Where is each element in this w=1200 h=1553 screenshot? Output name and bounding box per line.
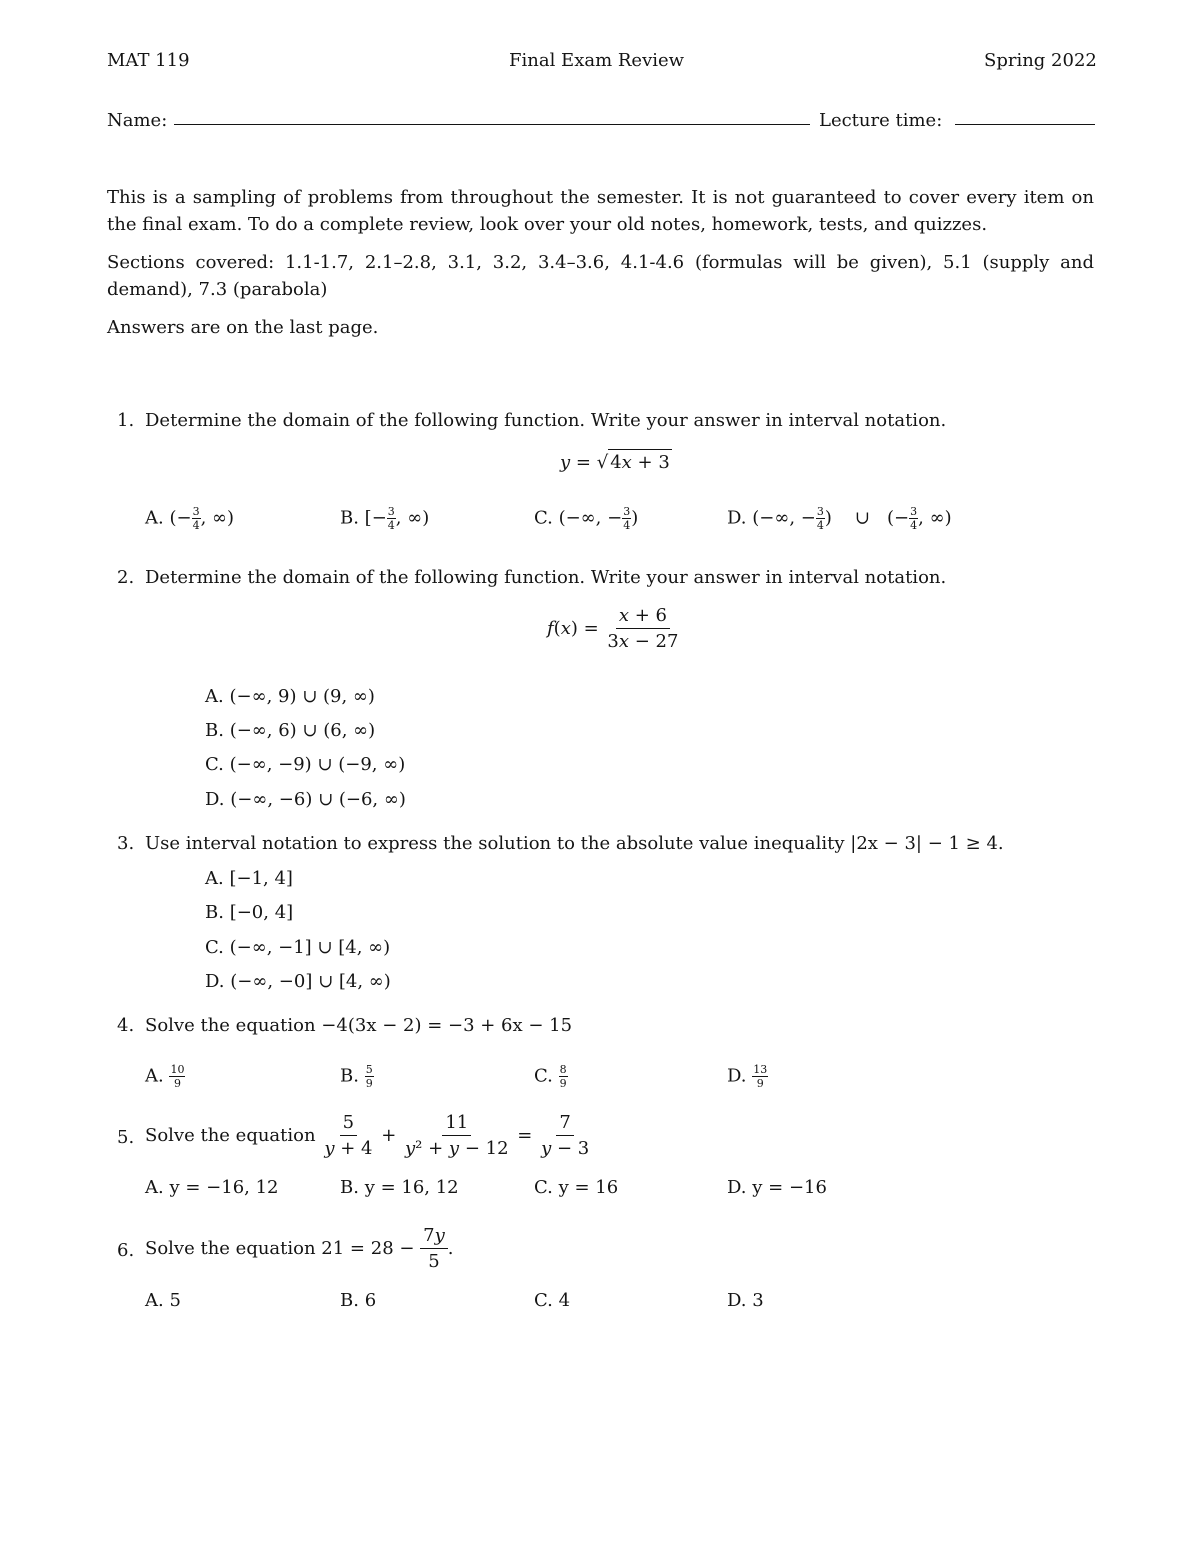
name-line — [174, 124, 810, 125]
question-number: 1. — [117, 410, 135, 431]
question-number: 2. — [117, 567, 135, 588]
intro-paragraph: This is a sampling of problems from throughout the semester. It is not guaranteed to cover every item on the final exam. To do a complete review, look over your old notes, homework, tests, and quizzes. — [107, 187, 1094, 235]
question-text: Solve the equation −4(3x − 2) = −3 + 6x − 15 — [145, 1015, 573, 1036]
question-text: Solve the equation $\frac{5}{y + 4}$ + $\frac{11}{\text{y² + y − 12}}$ = $\frac{7}{y - 3}$ — [145, 1112, 590, 1159]
option-b: B. $\frac{5}{9}$ — [340, 1063, 373, 1090]
sections-covered: Sections covered: 1.1-1.7, 2.1–2.8, 3.1, 3.2, 3.4–3.6, 4.1-4.6 (formulas will be given), 5.1 (supply and demand), 7.3 (parabola) — [107, 252, 1094, 300]
option-d: D. (−∞, −0] ∪ [4, ∞) — [205, 971, 391, 992]
option-d: D. $\frac{13}{9}$ — [727, 1063, 768, 1090]
question-number: 5. — [117, 1127, 135, 1148]
lecture-time-line — [955, 124, 1095, 125]
course-code: MAT 119 — [107, 50, 190, 71]
term: Spring 2022 — [984, 50, 1097, 71]
question-number: 4. — [117, 1015, 135, 1036]
question-text: Use interval notation to express the solution to the absolute value inequality |2x − 3| − 1 ≥ 4. — [145, 833, 1004, 854]
option-d: D. (−∞, − $\frac{3}{4}$ ) ∪ (− $\frac{3}{4}$ , ∞) — [727, 505, 952, 532]
option-b: B. [− $\frac{3}{4}$ , ∞) — [340, 505, 430, 532]
answers-note: Answers are on the last page. — [107, 317, 379, 338]
option-d: D. (−∞, −6) ∪ (−6, ∞) — [205, 789, 406, 810]
option-d: D. 3 — [727, 1290, 764, 1311]
option-d: D. y = −16 — [727, 1177, 827, 1198]
question-number: 6. — [117, 1240, 135, 1261]
document-title: Final Exam Review — [509, 50, 685, 71]
equation: f(x) = $\frac{x + 6}{3x - 27}$ — [547, 605, 679, 652]
lecture-time-label: Lecture time: — [819, 110, 943, 131]
option-b: B. (−∞, 6) ∪ (6, ∞) — [205, 720, 376, 741]
option-b: B. [−0, 4] — [205, 902, 294, 923]
question-text: Solve the equation 21 = 28 − $\frac{7y}{5}$ . — [145, 1225, 454, 1272]
option-c: C. 4 — [534, 1290, 571, 1311]
option-a: A. (−∞, 9) ∪ (9, ∞) — [205, 686, 375, 707]
question-text: Determine the domain of the following function. Write your answer in interval notation. — [145, 567, 947, 588]
option-c: C. (−∞, −1] ∪ [4, ∞) — [205, 937, 391, 958]
name-label: Name: — [107, 110, 168, 131]
option-a: A. $\frac{10}{9}$ — [145, 1063, 185, 1090]
equation: y = √ 4x + 3 — [560, 452, 672, 473]
option-a: A. [−1, 4] — [205, 868, 293, 889]
question-text: Determine the domain of the following function. Write your answer in interval notation. — [145, 410, 947, 431]
option-b: B. y = 16, 12 — [340, 1177, 459, 1198]
option-b: B. 6 — [340, 1290, 377, 1311]
option-c: C. $\frac{8}{9}$ — [534, 1063, 567, 1090]
option-a: A. y = −16, 12 — [145, 1177, 279, 1198]
option-c: C. (−∞, −9) ∪ (−9, ∞) — [205, 754, 406, 775]
option-c: C. (−∞, − $\frac{3}{4}$ ) — [534, 505, 639, 532]
option-a: A. (− $\frac{3}{4}$ , ∞) — [145, 505, 235, 532]
option-c: C. y = 16 — [534, 1177, 619, 1198]
option-a: A. 5 — [145, 1290, 181, 1311]
question-number: 3. — [117, 833, 135, 854]
